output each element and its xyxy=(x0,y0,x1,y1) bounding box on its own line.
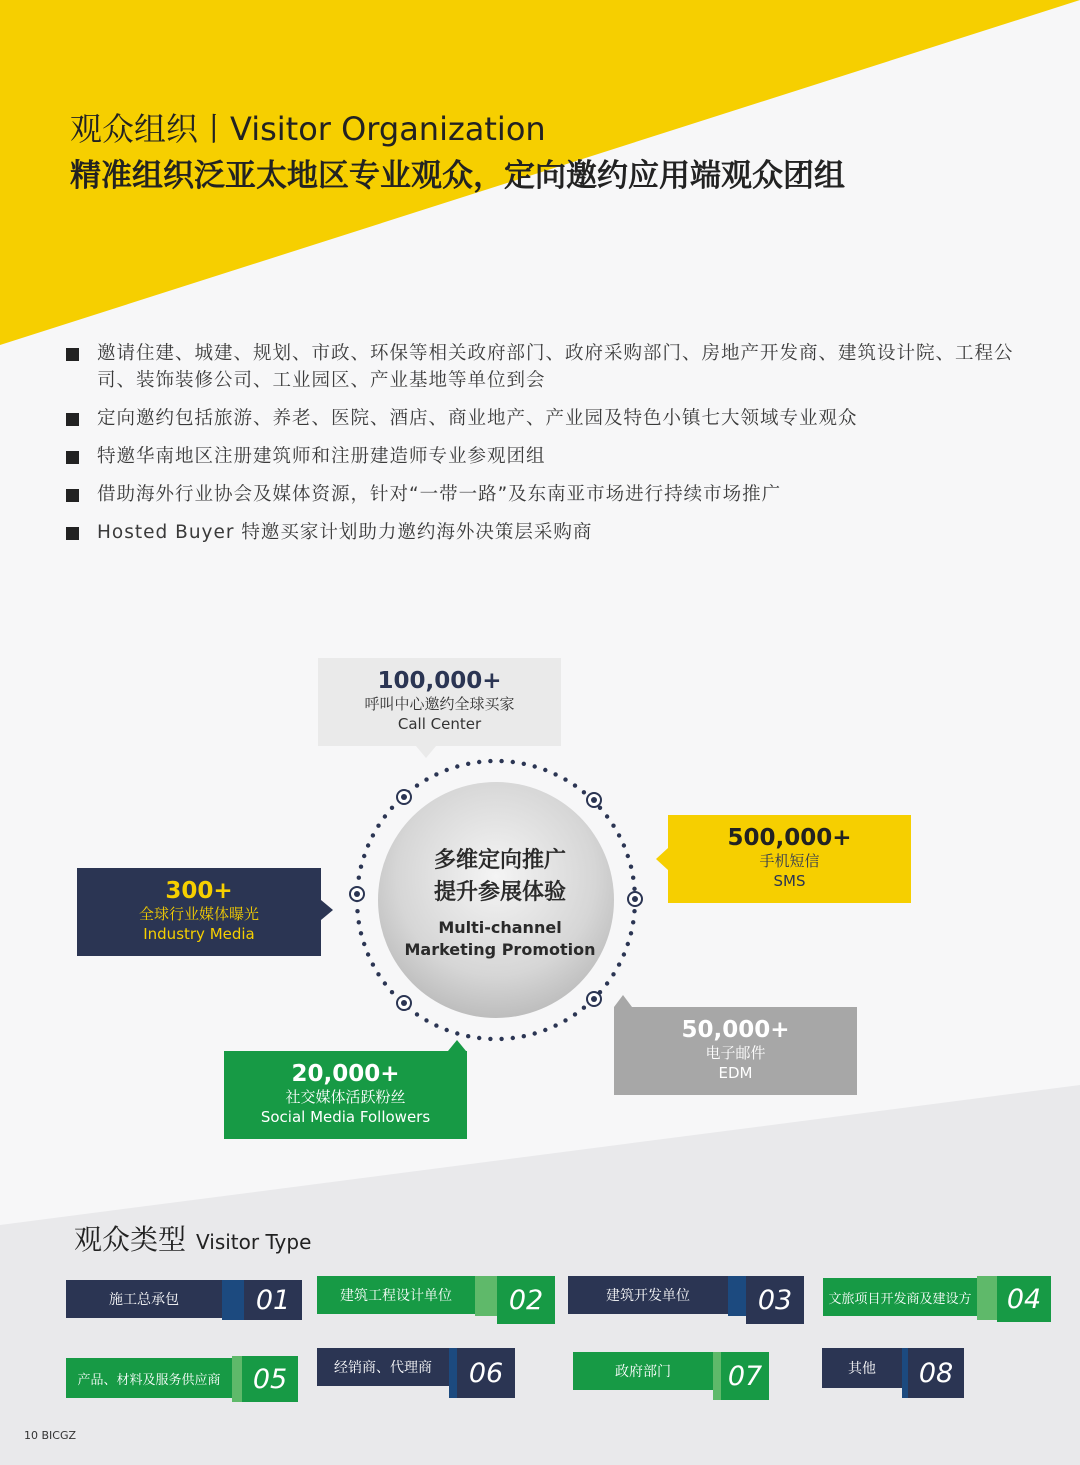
ring-dot xyxy=(466,762,470,766)
ring-dot xyxy=(553,1023,557,1027)
center-cn-line2: 提升参展体验 xyxy=(433,880,566,905)
ring-dot xyxy=(629,931,633,935)
media-card xyxy=(77,878,321,944)
ring-dot xyxy=(445,1028,449,1032)
ring-dot xyxy=(434,1023,438,1027)
visitor-type-tag: 文旅项目开发商及建设方 04 xyxy=(823,1276,1051,1316)
ring-dot xyxy=(424,1018,428,1022)
ring-dot xyxy=(605,814,609,818)
center-cn-line1: 多维定向推广 xyxy=(433,848,566,873)
edm-cn: 电子邮件 xyxy=(705,1044,766,1062)
call-center-en: Call Center xyxy=(397,715,482,733)
ring-dot xyxy=(582,1006,586,1010)
ring-dot xyxy=(383,814,387,818)
ring-dot xyxy=(511,1036,515,1040)
ring-dot xyxy=(605,981,609,985)
ring-dot xyxy=(573,783,577,787)
ring-dot xyxy=(522,1034,526,1038)
ring-dot xyxy=(629,865,633,869)
ring-dot xyxy=(366,952,370,956)
edm-number: 50,000+ xyxy=(681,1017,790,1043)
visitor-type-title-en: Visitor Type xyxy=(196,1230,312,1254)
sms-en: SMS xyxy=(773,872,806,890)
ring-dot xyxy=(611,972,615,976)
ring-dot xyxy=(533,764,537,768)
ring-dot xyxy=(362,942,366,946)
page-title: 观众组织丨Visitor Organization xyxy=(70,110,546,148)
visitor-type-tag: 建筑工程设计单位 02 xyxy=(317,1276,555,1316)
ring-dot xyxy=(522,762,526,766)
center-en-line1: Multi-channel xyxy=(438,918,562,937)
ring-dot xyxy=(563,777,567,781)
ring-dot xyxy=(359,865,363,869)
social-card xyxy=(224,1061,467,1127)
visitor-type-tag: 经销商、代理商 06 xyxy=(317,1348,515,1388)
sms-number: 500,000+ xyxy=(727,825,852,851)
visitor-type-tag: 政府部门 07 xyxy=(573,1352,769,1392)
ring-dot xyxy=(488,1037,492,1041)
ring-dot xyxy=(543,1028,547,1032)
ring-dot xyxy=(488,759,492,763)
media-cn: 全球行业媒体曝光 xyxy=(138,905,259,923)
ring-dot xyxy=(563,1018,567,1022)
center-en-line2: Marketing Promotion xyxy=(404,940,596,959)
call-center-card xyxy=(318,668,561,734)
visitor-type-title-cn: 观众类型 xyxy=(74,1223,187,1256)
visitor-type-tag: 建筑开发单位 03 xyxy=(568,1276,804,1316)
sms-cn: 手机短信 xyxy=(759,852,820,870)
ring-dot xyxy=(415,783,419,787)
page-subtitle: 精准组织泛亚太地区专业观众，定向邀约应用端观众团组 xyxy=(70,158,845,194)
ring-dot xyxy=(455,764,459,768)
bullet-item: 邀请住建、城建、规划、市政、环保等相关政府部门、政府采购部门、房地产开发商、建筑设计院、工程公司、装饰装修公司、工业园区、产业基地等单位到会 xyxy=(66,340,1026,394)
ring-dot xyxy=(511,760,515,764)
ring-dot xyxy=(626,942,630,946)
sms-pointer xyxy=(656,848,668,870)
bullet-item: 定向邀约包括旅游、养老、医院、酒店、商业地产、产业园及特色小镇七大领域专业观众 xyxy=(66,405,1026,432)
ring-dot xyxy=(543,768,547,772)
ring-dot xyxy=(533,1031,537,1035)
bullet-item: 特邀华南地区注册建筑师和注册建造师专业参观团组 xyxy=(66,443,1026,470)
sms-card xyxy=(668,825,911,891)
ring-dot xyxy=(573,1012,577,1016)
edm-card xyxy=(614,1017,857,1083)
ring-dot xyxy=(455,1031,459,1035)
call-center-pointer xyxy=(416,746,436,758)
visitor-type-tag: 施工总承包 01 xyxy=(66,1280,302,1320)
media-number: 300+ xyxy=(165,878,233,904)
ring-dot xyxy=(622,843,626,847)
ring-dot xyxy=(466,1034,470,1038)
ring-dot xyxy=(383,981,387,985)
ring-dot xyxy=(376,824,380,828)
ring-dot xyxy=(611,824,615,828)
bullet-item: 借助海外行业协会及媒体资源，针对“一带一路”及东南亚市场进行持续市场推广 xyxy=(66,481,1026,508)
ring-dot xyxy=(357,876,361,880)
ring-dot xyxy=(617,833,621,837)
ring-dot xyxy=(632,909,636,913)
media-en: Industry Media xyxy=(143,925,255,943)
ring-dot xyxy=(582,790,586,794)
call-center-cn: 呼叫中心邀约全球买家 xyxy=(364,695,515,713)
ring-dot xyxy=(371,962,375,966)
ring-dot xyxy=(371,833,375,837)
page-footer: 10 BICGZ xyxy=(24,1429,77,1442)
edm-en: EDM xyxy=(718,1064,753,1082)
social-number: 20,000+ xyxy=(291,1061,400,1087)
ring-dot xyxy=(357,920,361,924)
ring-dot xyxy=(390,990,394,994)
ring-dot xyxy=(359,931,363,935)
visitor-type-title xyxy=(74,1218,311,1258)
ring-dot xyxy=(626,854,630,858)
ring-dot xyxy=(477,1036,481,1040)
ring-dot xyxy=(355,909,359,913)
social-en: Social Media Followers xyxy=(260,1108,431,1126)
center-caption xyxy=(380,845,620,961)
edm-pointer xyxy=(614,995,632,1007)
ring-dot xyxy=(376,972,380,976)
social-pointer xyxy=(448,1040,466,1051)
ring-dot xyxy=(622,952,626,956)
visitor-type-tag: 其他 08 xyxy=(822,1348,964,1388)
bullet-item: Hosted Buyer 特邀买家计划助力邀约海外决策层采购商 xyxy=(66,519,1026,546)
ring-dot xyxy=(632,887,636,891)
ring-dot xyxy=(445,768,449,772)
media-pointer xyxy=(321,900,333,920)
ring-dot xyxy=(366,843,370,847)
ring-dot xyxy=(434,772,438,776)
ring-dot xyxy=(362,854,366,858)
social-cn: 社交媒体活跃粉丝 xyxy=(285,1088,406,1106)
call-center-number: 100,000+ xyxy=(377,668,502,694)
ring-dot xyxy=(477,760,481,764)
ring-dot xyxy=(390,806,394,810)
ring-dot xyxy=(553,772,557,776)
ring-dot xyxy=(499,759,503,763)
visitor-type-tag: 产品、材料及服务供应商 05 xyxy=(66,1356,298,1396)
ring-dot xyxy=(415,1012,419,1016)
ring-dot xyxy=(424,777,428,781)
ring-dot xyxy=(617,962,621,966)
ring-dot xyxy=(631,876,635,880)
ring-dot xyxy=(631,920,635,924)
ring-dot xyxy=(499,1037,503,1041)
